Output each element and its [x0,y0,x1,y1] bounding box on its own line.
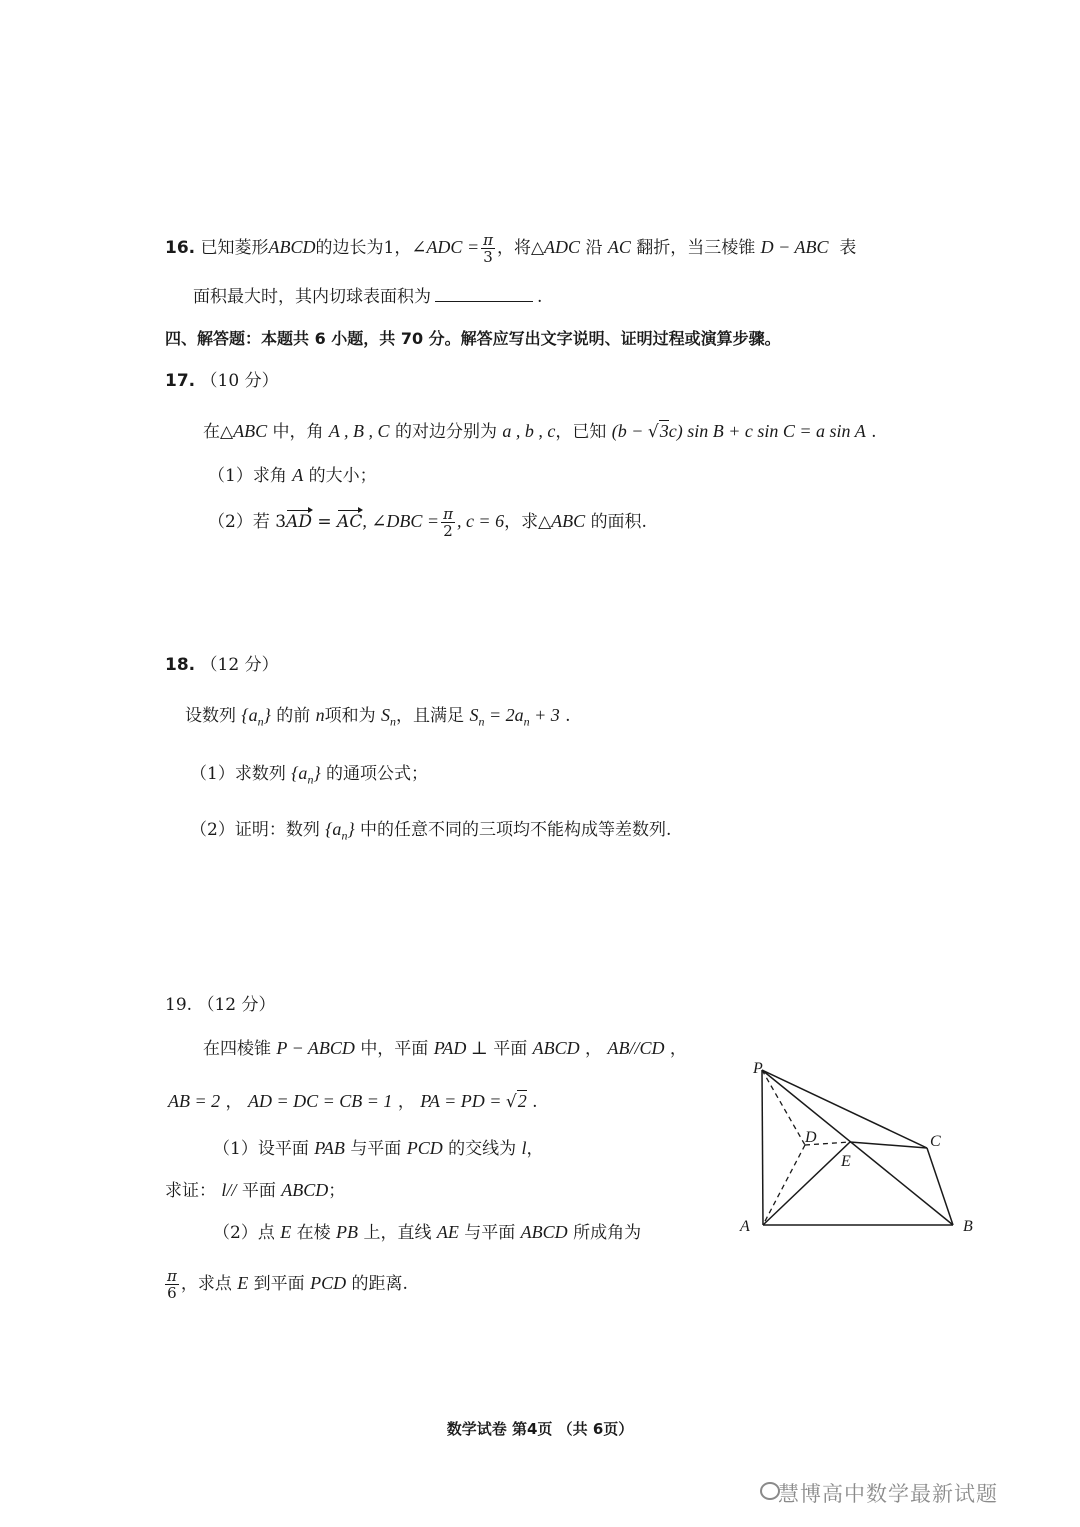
q18-text: 中的任意不同的三项均不能构成等差数列. [360,820,672,840]
q17-math: a , b , c [502,421,556,441]
q19-text: ，求点 [180,1274,232,1294]
fraction-numerator: π [443,505,453,523]
q19-line2: AB = 2 ， AD = DC = CB = 1 ， PA = PD = √2 . [168,1091,538,1112]
q17-score: （10 分） [200,371,279,391]
q16-line1 [165,232,856,265]
q19-math: PAB [314,1138,345,1158]
fraction-denominator: 2 [443,522,453,540]
q19-math: PAD ⊥ [433,1038,488,1058]
q17-header [165,368,279,394]
q19-math: PB [336,1222,359,1242]
wechat-logo-icon [760,1482,780,1500]
q16-fraction [481,232,495,265]
q19-text: ， [397,1092,415,1112]
q19-math: ABCD [520,1222,568,1242]
q17-text: 的大小； [308,466,377,486]
q18-text: 的通项公式； [326,764,429,784]
q19-text: 与平面 [464,1223,516,1243]
subscript-n: n [257,714,264,729]
q18-math: S [469,705,479,725]
q17-math: ABC [551,511,586,531]
q19-math: l// [221,1180,237,1200]
subscript-n: n [523,714,530,729]
subscript-n: n [341,828,348,843]
page-footer: 数学试卷 第4页 （共 6页） [446,1420,634,1438]
q18-part2 [190,816,671,848]
q18-text: 的前 [276,706,311,726]
q19-part2 [213,1219,641,1246]
segment-ae [763,1142,850,1225]
q16-text: 沿 [585,238,603,258]
edge-cb [927,1148,953,1225]
edge-pd-hidden [762,1070,805,1145]
label-p: P [753,1060,763,1077]
q19-math: PCD [310,1273,347,1293]
q18-text: （1）求数列 [190,764,286,784]
q18-math: {a [241,705,258,725]
q19-last [163,1268,408,1301]
q19-math: AB//CD [607,1038,665,1058]
q16-text: 的边长为1， [315,238,412,258]
q18-stem [185,702,571,734]
q16-math: AC [607,237,631,257]
fraction-numerator: π [483,231,493,249]
subscript-n: n [478,714,485,729]
q19-math: l [521,1138,527,1158]
q19-text: ， [526,1139,544,1159]
pyramid-figure [735,1058,985,1248]
q18-math: {a [325,819,342,839]
q19-text: ， [585,1039,603,1059]
q19-text: （2）点 [213,1223,275,1243]
q19-math: PCD [406,1138,443,1158]
q16-number: 16. [165,238,196,258]
label-d: D [805,1129,817,1146]
q17-math: , c = 6 [456,511,505,531]
q19-text: 中，平面 [360,1039,429,1059]
q17-text: ，求△ [504,512,552,532]
q17-fraction [441,506,455,539]
q19-math: ABCD [532,1038,580,1058]
sqrt-radicand: 2 [517,1091,527,1111]
q19-text: . [532,1092,538,1112]
answer-blank [435,283,533,302]
q19-text: ， [225,1092,243,1112]
q19-math: AE [436,1222,459,1242]
q19-text: 上，直线 [363,1223,432,1243]
q19-text: 所成角为 [573,1223,642,1243]
q16-text: ，将△ [496,238,545,258]
label-c: C [930,1133,941,1150]
q17-math: ABC [233,421,268,441]
label-e: E [841,1153,851,1170]
q18-math: S [381,705,391,725]
q17-math: c) sin B + c sin C = a sin A [668,421,866,441]
q16-text: . [537,287,543,307]
q16-math: ∠ADC = [411,237,480,257]
q19-text: 平面 [493,1039,528,1059]
q18-header [165,652,279,678]
q17-text: . [871,422,877,442]
q17-math: A , B , C [328,421,390,441]
q19-score: （12 分） [197,995,276,1015]
q17-text: ，已知 [555,422,607,442]
q19-text: （1）设平面 [213,1139,309,1159]
q18-number: 18. [165,655,196,675]
q19-text: 的距离. [351,1274,408,1294]
q19-text: ； [328,1181,346,1201]
q17-number: 17. [165,371,196,391]
watermark-text: 慧博高中数学最新试题 [778,1482,998,1506]
q19-math: AD = DC = CB = 1 [247,1091,393,1111]
q18-math: + 3 [529,705,560,725]
q16-text: 表 [839,238,857,258]
q16-text: 已知菱形 [200,238,269,258]
q19-text: 在棱 [296,1223,331,1243]
q18-math: = 2a [484,705,524,725]
q17-text: 中，角 [272,422,324,442]
q17-math: = [317,512,332,532]
q17-text: 的对边分别为 [394,422,497,442]
q18-part1 [190,760,428,792]
q18-text: （2）证明：数列 [190,820,320,840]
q18-math: } [313,763,321,783]
q18-score: （12 分） [200,655,279,675]
q17-math: (b − [611,421,648,441]
q16-line2 [193,283,542,310]
vector-ac: AC [337,509,362,535]
q18-text: ，且满足 [396,706,465,726]
q19-text: 的交线为 [448,1139,517,1159]
edge-pa [762,1070,763,1225]
q17-part2 [208,506,647,539]
q19-stem [203,1035,687,1062]
q19-math: E [280,1222,292,1242]
q16-text: 翻折，当三棱锥 [636,238,756,258]
q17-text: 在△ [203,422,234,442]
q19-text: ， [669,1039,687,1059]
vector-ad: AD [286,509,312,535]
edge-ad-hidden [763,1145,805,1225]
q19-header [165,992,276,1018]
subscript-n: n [307,772,314,787]
subscript-n: n [390,714,397,729]
q19-math: E [237,1273,249,1293]
q19-math: ABCD [281,1180,329,1200]
q16-math: ADC [544,237,581,257]
q18-text: 设数列 [185,706,236,726]
q19-math: AB = 2 [168,1091,221,1111]
q19-proof [165,1177,345,1204]
fraction-numerator: π [167,1267,177,1285]
q19-number: 19. [165,995,193,1015]
q16-text: 面积最大时，其内切球表面积为 [193,287,431,307]
label-b: B [963,1218,973,1235]
label-a: A [740,1218,750,1235]
q17-text: （1）求角 [208,466,287,486]
q19-text: 在四棱锥 [203,1039,271,1059]
q18-math: } [347,819,355,839]
q17-math: A [292,465,304,485]
q19-part1 [213,1135,544,1162]
q16-math: D − ABC [760,237,829,257]
q18-text: 项和为 [324,706,376,726]
q19-fraction [165,1268,179,1301]
q18-text: . [565,706,571,726]
sqrt-radicand: 3 [659,421,669,441]
q17-text: （2）若 [208,512,270,532]
q18-math: } [263,705,271,725]
section-heading: 四、解答题：本题共 6 小题，共 70 分。解答应写出文字说明、证明过程或演算步骤。 [165,329,781,348]
q17-stem: 在△ABC 中，角 A , B , C 的对边分别为 a , b , c，已知 (b − √3c) sin B + c sin C = a sin A . [203,421,877,442]
q17-part1 [208,462,377,489]
q17-math: 3 [275,512,287,532]
q18-math: n [315,705,325,725]
q19-text: 平面 [241,1181,276,1201]
q19-math: P − ABCD [276,1038,355,1058]
q18-math: {a [291,763,308,783]
q19-text: 求证： [165,1181,216,1201]
fraction-denominator: 3 [483,248,493,266]
q17-math: , ∠DBC = [362,511,440,531]
q19-text: 与平面 [350,1139,402,1159]
fraction-denominator: 6 [167,1284,177,1302]
q16-math: ABCD [268,237,316,257]
q17-text: 的面积. [590,512,647,532]
q19-text: 到平面 [253,1274,305,1294]
q19-math: PA = PD = [420,1091,506,1111]
